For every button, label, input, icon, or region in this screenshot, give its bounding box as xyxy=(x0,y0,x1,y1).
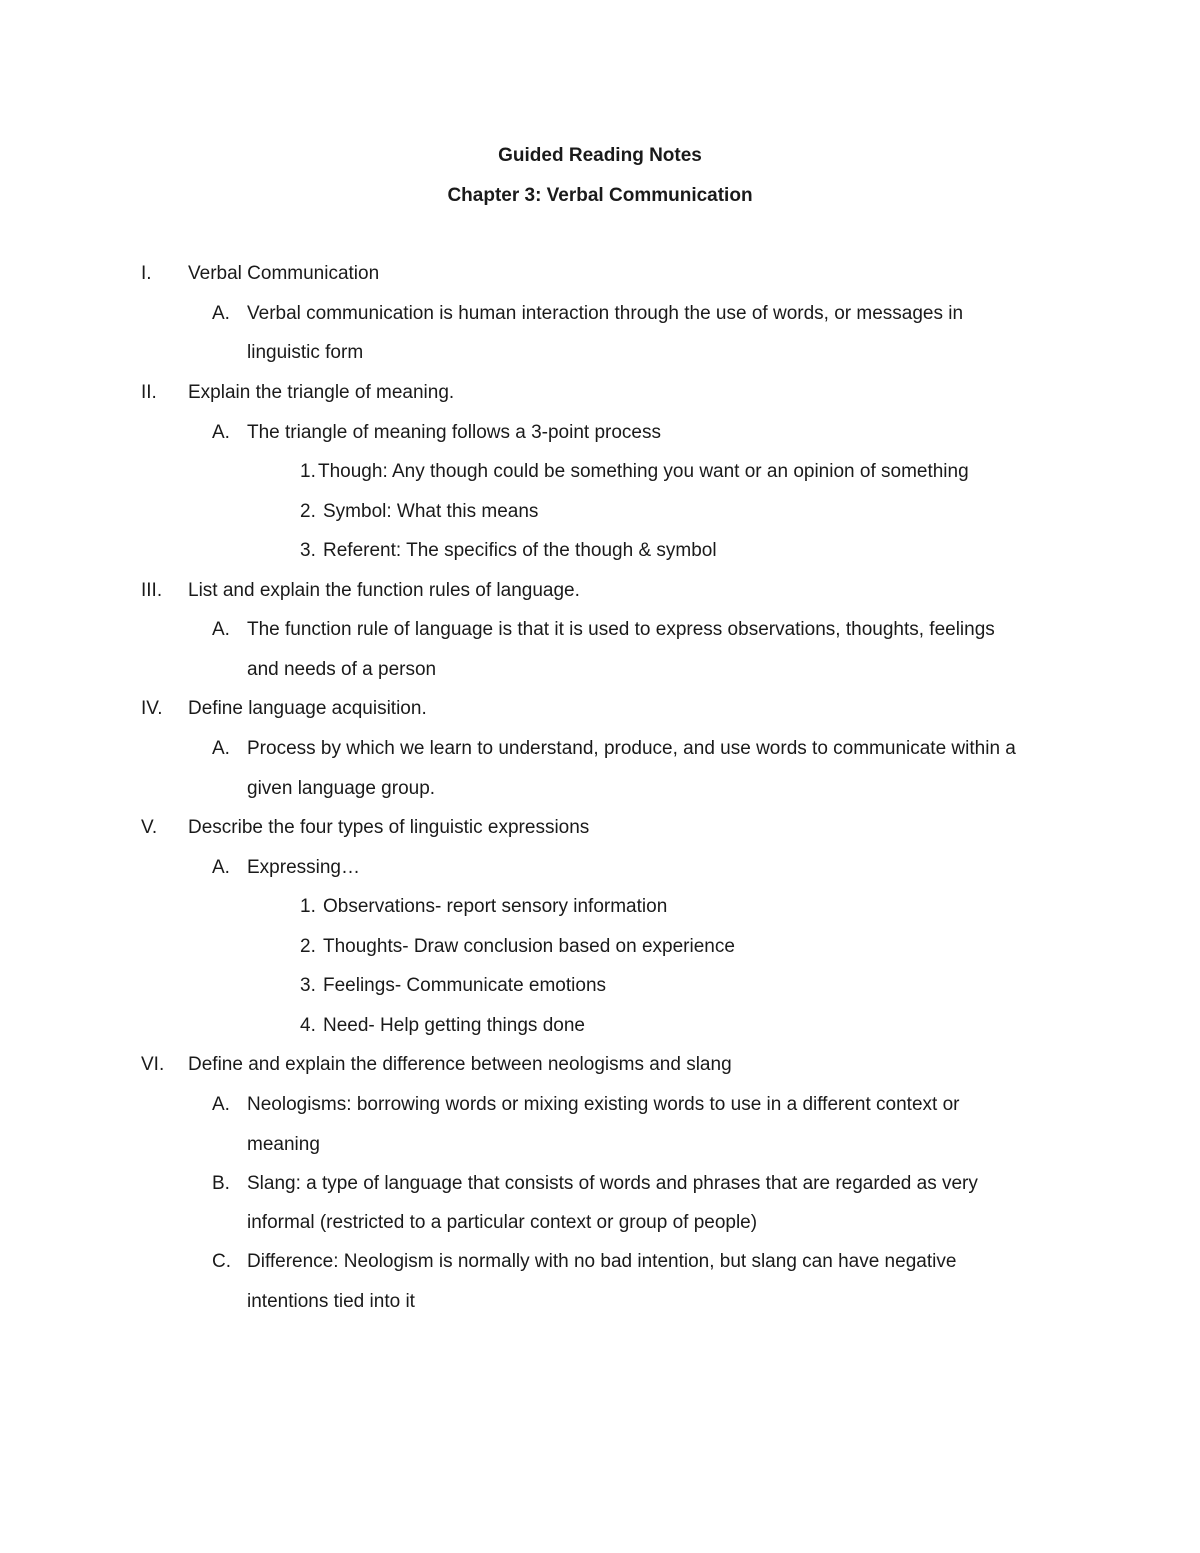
list-marker: A. xyxy=(212,1094,230,1115)
list-marker: III. xyxy=(141,580,163,601)
list-marker: A. xyxy=(212,619,230,640)
list-marker: A. xyxy=(212,857,230,878)
list-item-text: Referent: The specifics of the though & symbol xyxy=(323,540,717,561)
list-marker: A. xyxy=(212,303,230,324)
list-item-text: informal (restricted to a particular context or group of people) xyxy=(247,1212,758,1233)
list-marker: 1. xyxy=(300,461,316,482)
list-item-text: Define language acquisition. xyxy=(188,698,427,719)
list-marker: 1. xyxy=(300,896,316,917)
list-item-text: and needs of a person xyxy=(247,659,437,680)
list-marker: 3. xyxy=(300,540,316,561)
list-marker: IV. xyxy=(141,698,163,719)
list-marker: A. xyxy=(212,738,230,759)
list-item-text: Observations- report sensory information xyxy=(323,896,668,917)
list-marker: B. xyxy=(212,1173,230,1194)
list-marker: II. xyxy=(141,382,157,403)
list-item-text: Need- Help getting things done xyxy=(323,1015,585,1036)
list-marker: 2. xyxy=(300,501,316,522)
list-item-text: Verbal communication is human interaction through the use of words, or messages in xyxy=(247,303,964,324)
list-item-text: Verbal Communication xyxy=(188,263,380,284)
list-marker: V. xyxy=(141,817,158,838)
document-subtitle: Chapter 3: Verbal Communication xyxy=(447,185,753,206)
list-item-text: linguistic form xyxy=(247,342,364,363)
list-marker: 3. xyxy=(300,975,316,996)
list-item-text: Explain the triangle of meaning. xyxy=(188,382,455,403)
list-marker: 2. xyxy=(300,936,316,957)
list-item-text: The function rule of language is that it is used to express observations, thoughts, feelings xyxy=(247,619,995,640)
list-item-text: Symbol: What this means xyxy=(323,501,539,522)
list-item-text: Describe the four types of linguistic expressions xyxy=(188,817,590,838)
list-item-text: Feelings- Communicate emotions xyxy=(323,975,607,996)
list-marker: VI. xyxy=(141,1054,165,1075)
list-item-text: Process by which we learn to understand, produce, and use words to communicate within a xyxy=(247,738,1016,759)
list-item-text: given language group. xyxy=(247,778,436,799)
list-item-text: Expressing… xyxy=(247,857,360,878)
list-item-text: Slang: a type of language that consists of words and phrases that are regarded as very xyxy=(247,1173,978,1194)
list-item-text: The triangle of meaning follows a 3-point process xyxy=(247,422,662,443)
list-marker: I. xyxy=(141,263,152,284)
list-item-text: Though: Any though could be something you want or an opinion of something xyxy=(318,461,969,482)
list-item-text: Difference: Neologism is normally with no bad intention, but slang can have negative xyxy=(247,1251,957,1272)
list-item-text: meaning xyxy=(247,1134,320,1155)
list-item-text: Thoughts- Draw conclusion based on experience xyxy=(323,936,735,957)
document-title: Guided Reading Notes xyxy=(498,145,702,166)
list-item-text: List and explain the function rules of language. xyxy=(188,580,580,601)
list-item-text: Neologisms: borrowing words or mixing existing words to use in a different context or xyxy=(247,1094,960,1115)
list-marker: A. xyxy=(212,422,230,443)
list-marker: 4. xyxy=(300,1015,316,1036)
list-marker: C. xyxy=(212,1251,231,1272)
list-item-text: Define and explain the difference between neologisms and slang xyxy=(188,1054,732,1075)
list-item-text: intentions tied into it xyxy=(247,1291,415,1312)
